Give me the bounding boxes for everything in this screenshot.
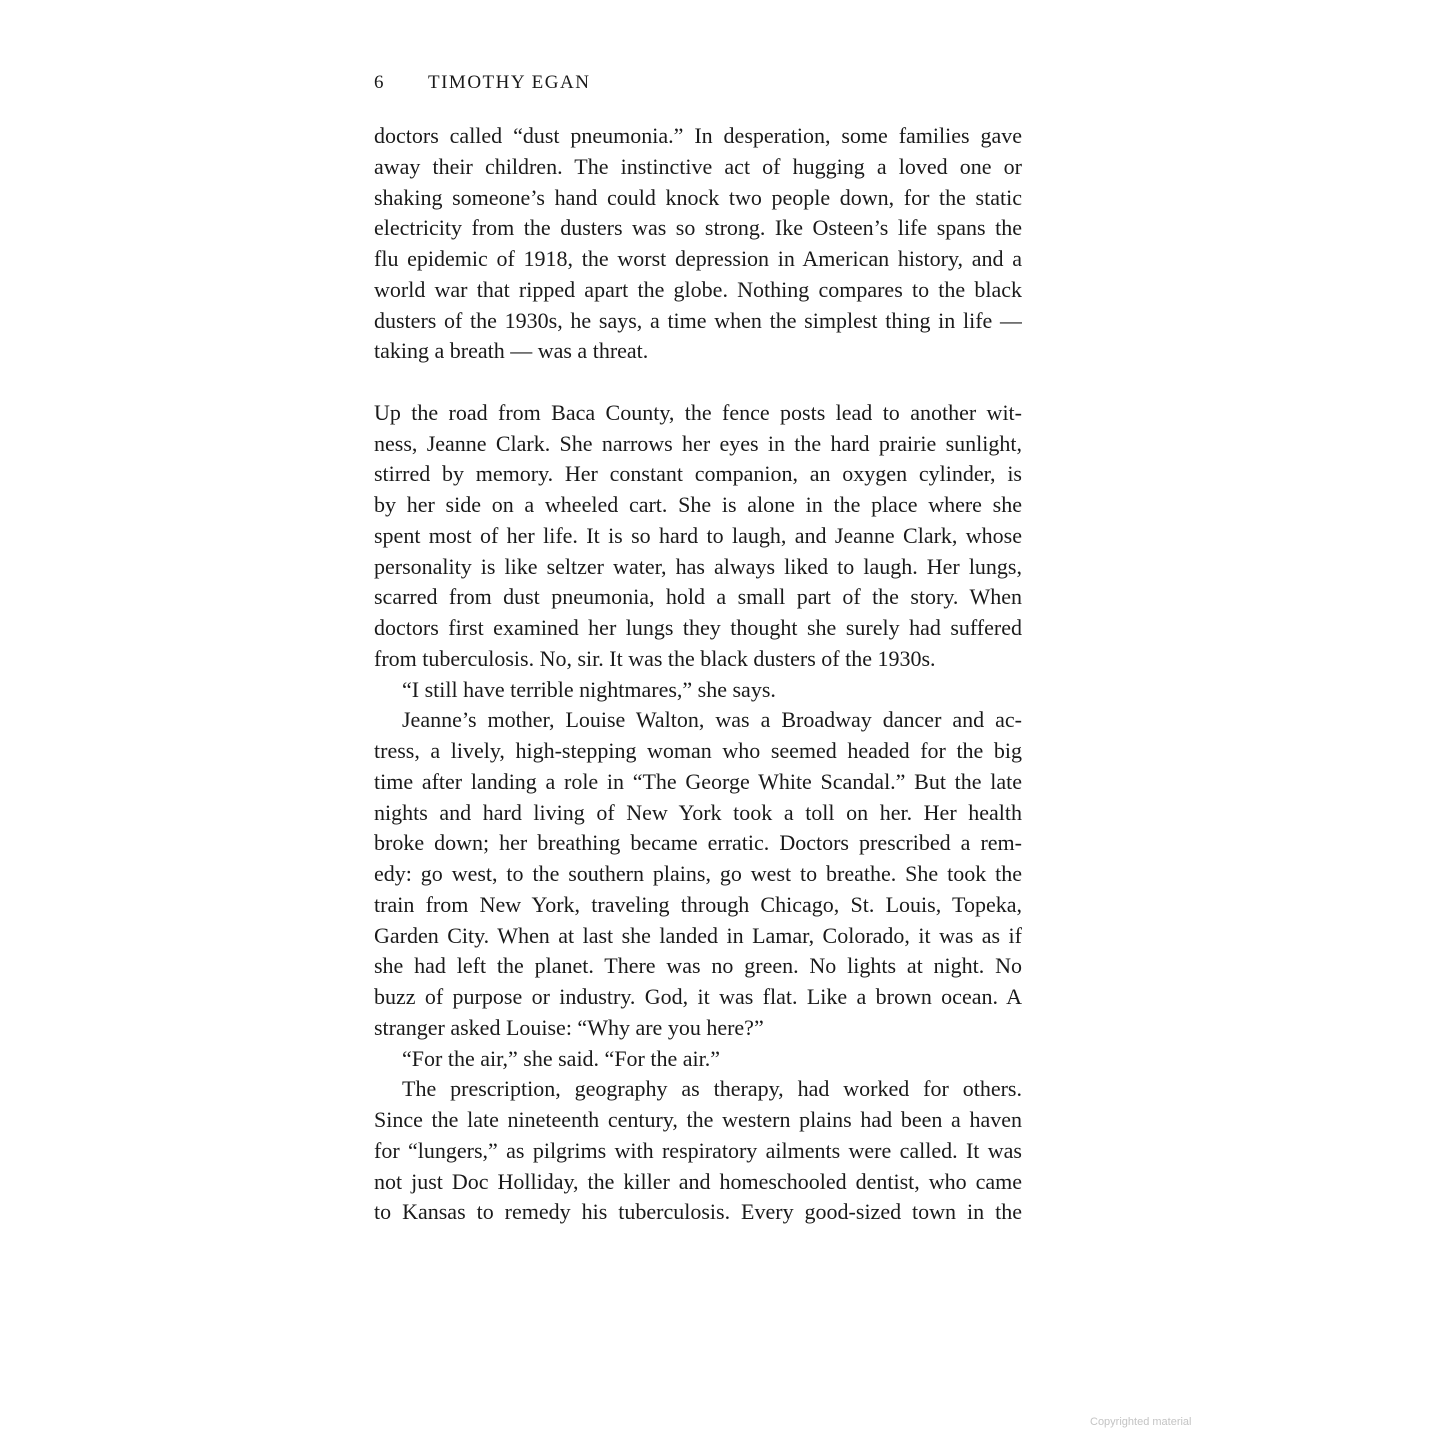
- text-line: doctors first examined her lungs they thought she surely had suffered: [374, 615, 1022, 640]
- paragraph-1: [374, 121, 1022, 367]
- text-line: nights and hard living of New York took a toll on her. Her health: [374, 799, 1022, 825]
- text-line: train from New York, traveling through Chicago, St. Louis, Topeka,: [374, 891, 1022, 917]
- text-line: The prescription, geography as therapy, had worked for others.: [402, 1076, 1022, 1102]
- text-line: stirred by memory. Her constant companion, an oxygen cylinder, is: [374, 461, 1022, 487]
- text-line: spent most of her life. It is so hard to laugh, and Jeanne Clark, whose: [374, 522, 1022, 548]
- text-line: world war that ripped apart the globe. Nothing compares to the black: [374, 276, 1022, 302]
- text-line: “I still have terrible nightmares,” she says.: [402, 676, 776, 702]
- text-line: ness, Jeanne Clark. She narrows her eyes in the hard prairie sunlight,: [374, 430, 1022, 456]
- text-line: buzz of purpose or industry. God, it was flat. Like a brown ocean. A: [374, 984, 1022, 1009]
- text-line: stranger asked Louise: “Why are you here?”: [374, 1014, 764, 1040]
- paragraph-5: [374, 1044, 1022, 1075]
- text-line: time after landing a role in “The George White Scandal.” But the late: [374, 768, 1022, 794]
- body-text: [374, 121, 1022, 1228]
- text-line: “For the air,” she said. “For the air.”: [402, 1045, 721, 1071]
- text-line: shaking someone’s hand could knock two people down, for the static: [374, 184, 1022, 210]
- text-line: Up the road from Baca County, the fence posts lead to another wit-: [374, 399, 1022, 425]
- text-line: electricity from the dusters was so strong. Ike Osteen’s life spans the: [374, 215, 1022, 241]
- text-line: personality is like seltzer water, has always liked to laugh. Her lungs,: [374, 553, 1022, 579]
- text-line: by her side on a wheeled cart. She is alone in the place where she: [374, 492, 1022, 517]
- text-line: Garden City. When at last she landed in Lamar, Colorado, it was as if: [374, 922, 1022, 948]
- text-line: doctors called “dust pneumonia.” In desperation, some families gave: [374, 123, 1022, 148]
- text-line: Jeanne’s mother, Louise Walton, was a Broadway dancer and ac-: [402, 707, 1022, 733]
- copyright-notice: Copyrighted material: [1090, 1416, 1192, 1428]
- running-header: [374, 70, 590, 96]
- text-line: flu epidemic of 1918, the worst depression in American history, and a: [374, 246, 1022, 271]
- running-head-author: TIMOTHY EGAN: [428, 72, 591, 93]
- text-line: away their children. The instinctive act of hugging a loved one or: [374, 153, 1022, 179]
- text-line: Since the late nineteenth century, the western plains had been a haven: [374, 1107, 1022, 1132]
- text-line: broke down; her breathing became erratic. Doctors prescribed a rem-: [374, 830, 1022, 856]
- text-line: taking a breath — was a threat.: [374, 338, 649, 364]
- section-break: [374, 367, 1022, 398]
- text-line: not just Doc Holliday, the killer and homeschooled dentist, who came: [374, 1168, 1022, 1194]
- page-number: 6: [374, 72, 385, 93]
- text-line: to Kansas to remedy his tuberculosis. Every good-sized town in the: [374, 1199, 1022, 1225]
- text-line: scarred from dust pneumonia, hold a small part of the story. When: [374, 584, 1022, 610]
- paragraph-2: [374, 398, 1022, 675]
- paragraph-6: [374, 1074, 1022, 1228]
- paragraph-3: [374, 675, 1022, 706]
- paragraph-4: [374, 705, 1022, 1043]
- text-line: edy: go west, to the southern plains, go west to breathe. She took the: [374, 861, 1022, 886]
- text-line: dusters of the 1930s, he says, a time when the simplest thing in life —: [374, 307, 1022, 333]
- text-line: from tuberculosis. No, sir. It was the black dusters of the 1930s.: [374, 645, 936, 671]
- text-line: tress, a lively, high-stepping woman who seemed headed for the big: [374, 738, 1022, 763]
- text-line: she had left the planet. There was no green. No lights at night. No: [374, 953, 1022, 979]
- text-line: for “lungers,” as pilgrims with respiratory ailments were called. It was: [374, 1137, 1022, 1163]
